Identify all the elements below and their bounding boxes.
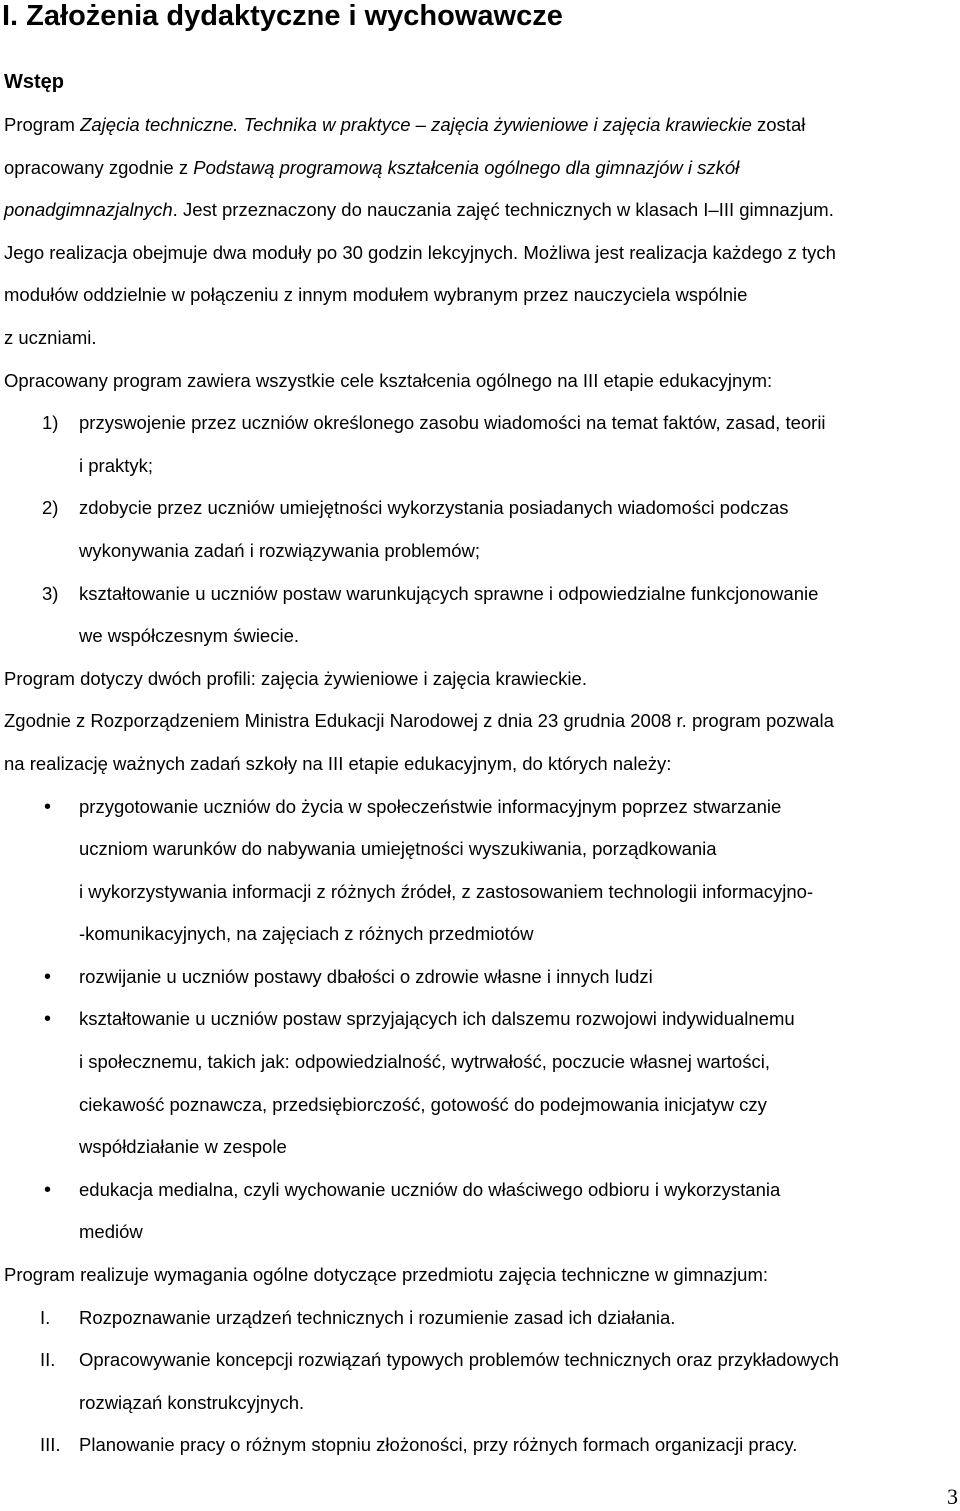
list-item: 1) przyswojenie przez uczniów określonego zasobu wiadomości na temat faktów, zasad, teorii i praktyk; [4, 402, 956, 487]
list-number: II. [40, 1349, 56, 1371]
subheading: Wstęp [4, 71, 64, 93]
numbered-list [4, 402, 956, 658]
body-text [4, 104, 956, 1467]
paragraph-line: modułów oddzielnie w połączeniu z innym modułem wybranym przez nauczyciela wspólnie [4, 284, 748, 306]
roman-list [4, 1297, 956, 1467]
list-number: 1) [42, 412, 59, 434]
paragraph-line: z uczniami. [4, 326, 97, 348]
paragraph-line: ponadgimnazjalnych. Jest przeznaczony do nauczania zajęć technicznych w klasach I–III gimnazjum. [4, 199, 834, 221]
list-item: III. Planowanie pracy o różnym stopniu złożoności, przy różnych formach organizacji pracy. [4, 1424, 956, 1467]
page-number: 3 [947, 1484, 958, 1509]
list-number: 2) [42, 497, 59, 519]
list-item: 2) zdobycie przez uczniów umiejętności wykorzystania posiadanych wiadomości podczas wykonywania zadań i rozwiązywania problemów; [4, 487, 956, 572]
bullet-icon: • [44, 795, 52, 818]
list-number: I. [40, 1306, 51, 1328]
bullet-icon: • [44, 1008, 52, 1031]
paragraph-line: Zgodnie z Rozporządzeniem Ministra Edukacji Narodowej z dnia 23 grudnia 2008 r. program pozwala [4, 710, 834, 732]
list-item: 3) kształtowanie u uczniów postaw warunkujących sprawne i odpowiedzialne funkcjonowanie we współczesnym świecie. [4, 573, 956, 658]
paragraph-line: Program realizuje wymagania ogólne dotyczące przedmiotu zajęcia techniczne w gimnazjum: [4, 1264, 769, 1286]
program-title: Zajęcia techniczne. Technika w praktyce – zajęcia żywieniowe i zajęcia krawieckie [80, 114, 752, 135]
list-item: II. Opracowywanie koncepcji rozwiązań typowych problemów technicznych oraz przykładowych rozwiązań konstrukcyjnych. [4, 1339, 956, 1424]
list-item: • kształtowanie u uczniów postaw sprzyjających ich dalszemu rozwojowi indywidualnemu i społecznemu, takich jak: odpowiedzialność, wytrwałość, poczucie własnej wartości, ciekawość poznawcza, przedsiębiorczość, gotowość do podejmowania inicjatyw czy współdziałanie w zespole [4, 998, 956, 1168]
list-number: III. [40, 1434, 61, 1456]
bullet-list [4, 786, 956, 1255]
list-item: • rozwijanie u uczniów postawy dbałości o zdrowie własne i innych ludzi [4, 956, 956, 999]
list-number: 3) [42, 582, 59, 604]
paragraph-line: Program Zajęcia techniczne. Technika w praktyce – zajęcia żywieniowe i zajęcia krawieckie został [4, 114, 806, 135]
section-heading: I. Założenia dydaktyczne i wychowawcze [2, 0, 563, 32]
bullet-icon: • [44, 1178, 52, 1201]
paragraph-line: opracowany zgodnie z Podstawą programową kształcenia ogólnego dla gimnazjów i szkół [4, 156, 740, 178]
bullet-icon: • [44, 965, 52, 988]
core-curriculum-title: Podstawą programową kształcenia ogólnego dla gimnazjów i szkół [193, 156, 740, 178]
paragraph-line: Opracowany program zawiera wszystkie cele kształcenia ogólnego na III etapie edukacyjnym: [4, 369, 773, 391]
list-item: • edukacja medialna, czyli wychowanie uczniów do właściwego odbioru i wykorzystania mediów [4, 1169, 956, 1254]
paragraph-line: Jego realizacja obejmuje dwa moduły po 30 godzin lekcyjnych. Możliwa jest realizacja każdego z tych [4, 241, 836, 263]
paragraph-line: Program dotyczy dwóch profili: zajęcia żywieniowe i zajęcia krawieckie. [4, 667, 587, 689]
paragraph-line: na realizację ważnych zadań szkoły na III etapie edukacyjnym, do których należy: [4, 752, 672, 774]
list-item: • przygotowanie uczniów do życia w społeczeństwie informacyjnym poprzez stwarzanie uczniom warunków do nabywania umiejętności wyszukiwania, porządkowania i wykorzystywania informacji z różnych źródeł, z zastosowaniem technologii informacyjno- -komunikacyjnych, na zajęciach z różnych przedmiotów [4, 786, 956, 956]
list-item: I. Rozpoznawanie urządzeń technicznych i rozumienie zasad ich działania. [4, 1297, 956, 1340]
